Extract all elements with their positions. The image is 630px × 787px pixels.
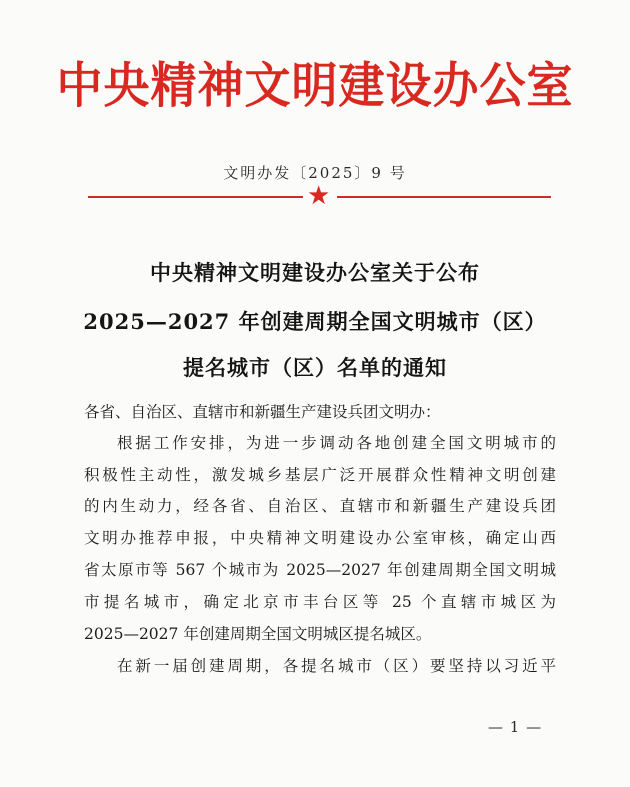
body-text-line: 省太原市等 567 个城市为 2025—2027 年创建周期全国文明城 — [84, 561, 556, 579]
body-text-line: 积极性主动性，激发城乡基层广泛开展群众性精神文明创建 — [84, 466, 556, 484]
body-text-line: 市提名城市，确定北京市丰台区等 25 个直辖市城区为 — [84, 593, 556, 611]
body-text-line: 2025—2027 年创建周期全国文明城区提名城区。 — [84, 625, 432, 643]
star-icon: ★ — [307, 181, 331, 211]
document-title-line-2: 2025—2027 年创建周期全国文明城市（区） — [83, 309, 547, 334]
issuing-organization-header: 中央精神文明建设办公室 — [56, 56, 574, 114]
page-number: — 1 — — [488, 718, 543, 736]
body-text-line: 的内生动力，经各省、自治区、直辖市和新疆生产建设兵团 — [84, 497, 556, 515]
red-divider-right — [337, 196, 551, 198]
body-text-line: 根据工作安排，为进一步调动各地创建全国文明城市的 — [117, 434, 556, 452]
document-number: 文明办发〔2025〕9 号 — [223, 164, 407, 182]
document-title-line-3: 提名城市（区）名单的通知 — [183, 355, 447, 380]
document-title-line-1: 中央精神文明建设办公室关于公布 — [150, 260, 480, 285]
salutation: 各省、自治区、直辖市和新疆生产建设兵团文明办： — [84, 403, 441, 421]
body-text-line: 在新一届创建周期，各提名城市（区）要坚持以习近平 — [117, 657, 556, 675]
red-divider-left — [88, 196, 303, 198]
body-text-line: 文明办推荐申报，中央精神文明建设办公室审核，确定山西 — [84, 529, 556, 547]
